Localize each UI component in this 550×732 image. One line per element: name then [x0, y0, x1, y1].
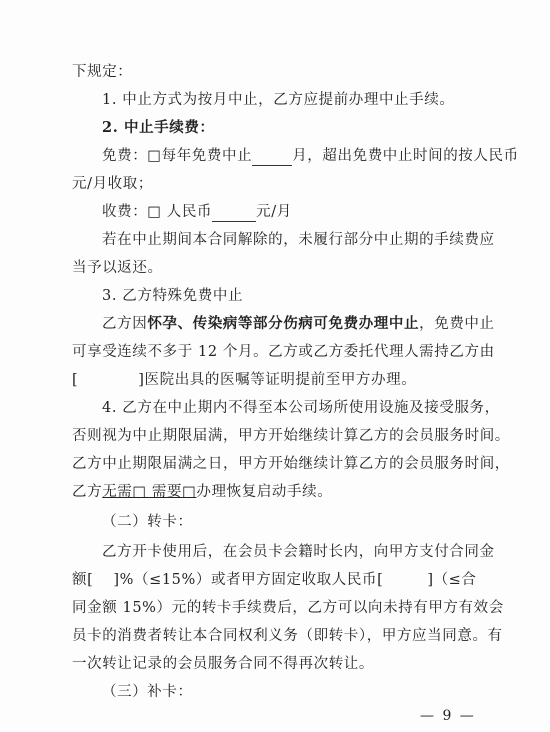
bracket-open: [ — [72, 372, 79, 388]
text-line: 可享受连续不多于 12 个月。乙方或乙方委托代理人需持乙方由 — [72, 344, 495, 360]
blank-months — [252, 149, 292, 166]
transfer-fee-line — [72, 570, 490, 590]
text-line: 否则视为中止期限届满，甲方开始继续计算乙方的会员服务时间。 — [72, 428, 510, 444]
restart-line — [72, 482, 490, 502]
text-line: 元/月收取； — [72, 176, 153, 192]
text-span: ]（≤合 — [427, 572, 477, 588]
text-span: 乙方因 — [102, 316, 148, 332]
text-line: 若在中止期间本合同解除的，未履行部分中止期的手续费应 — [102, 232, 495, 248]
text-span: 办理恢复启动手续。 — [196, 484, 333, 500]
text-span: ]医院出具的医嘱等证明提前至甲方办理。 — [138, 372, 417, 388]
fee-option-text: 收费：□ 人民币 — [102, 204, 213, 220]
clause-3-line — [102, 314, 495, 334]
clause-2-heading: 2. 中止手续费： — [102, 119, 215, 136]
bold-text: 怀孕、传染病等部分伤病可免费办理中止 — [147, 315, 420, 332]
page-number: — 9 — — [420, 708, 476, 724]
text-span: ]%（≤15%）或者甲方固定收取人民币[ — [113, 572, 384, 588]
text-line: 乙方中止期限届满之日，甲方开始继续计算乙方的会员服务时间， — [72, 456, 510, 472]
text-line: 同金额 15%）元的转卡手续费后，乙方可以向未持有甲方有效会 — [72, 600, 504, 616]
free-option-text-2: 月，超出免费中止时间的按人民币 — [292, 148, 519, 164]
fee-option-line — [102, 202, 490, 222]
text-span: 乙方 — [72, 484, 103, 500]
text-line: 一次转让记录的会员服务合同不得再次转让。 — [72, 656, 374, 672]
clause-4: 4. 乙方在中止期内不得至本公司场所使用设施及接受服务， — [102, 400, 500, 416]
text-line: 当予以返还。 — [72, 260, 163, 276]
clause-1: 1. 中止方式为按月中止，乙方应提前办理中止手续。 — [102, 92, 455, 108]
text-span: ，免费中止 — [419, 316, 495, 332]
section-replace-heading: （三）补卡： — [102, 684, 193, 700]
blank-amount — [212, 205, 256, 222]
section-transfer-heading: （二）转卡： — [102, 514, 193, 530]
fee-option-unit: 元/月 — [256, 204, 292, 220]
restart-options: 无需□ 需要□ — [102, 484, 197, 500]
text-line: 员卡的消费者转让本合同权利义务（即转卡），甲方应当同意。有 — [72, 628, 503, 644]
clause-3-heading: 3. 乙方特殊免费中止 — [102, 288, 244, 304]
hospital-line — [72, 370, 490, 390]
free-option-text: 免费：□每年免费中止 — [102, 148, 253, 164]
text-line: 下规定： — [72, 64, 133, 80]
text-line: 乙方开卡使用后，在会员卡会籍时长内，向甲方支付合同金 — [102, 544, 495, 560]
free-option-line — [102, 146, 519, 166]
text-span: 额[ — [72, 572, 94, 588]
